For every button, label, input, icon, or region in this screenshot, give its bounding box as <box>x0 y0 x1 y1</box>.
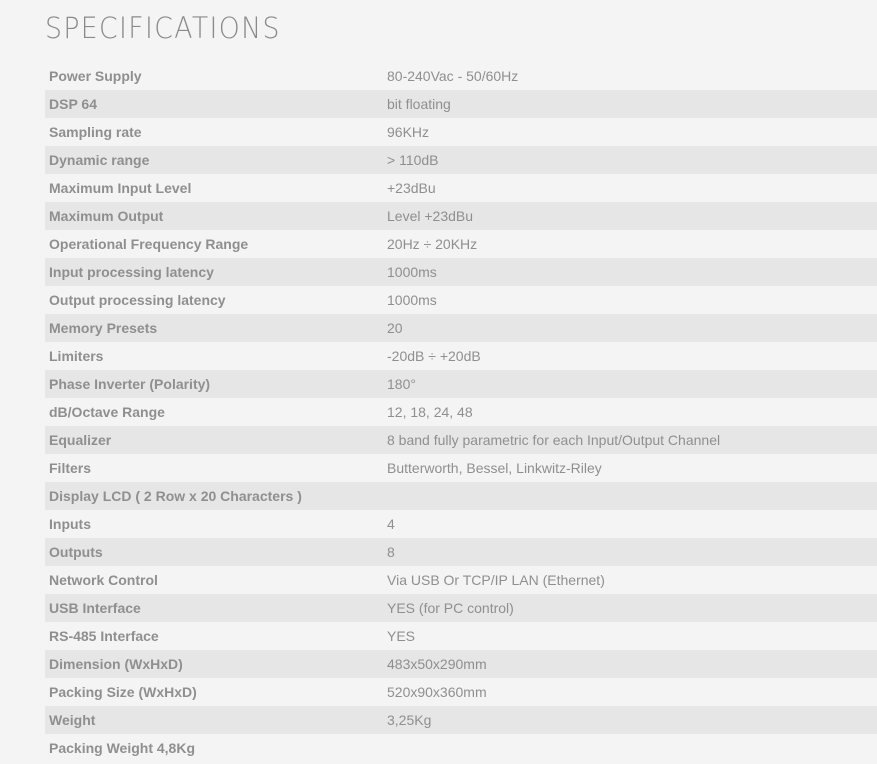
spec-value: 180° <box>387 376 416 392</box>
spec-row <box>45 146 877 174</box>
spec-value: 20 <box>387 320 403 336</box>
spec-value: 12, 18, 24, 48 <box>387 404 473 420</box>
spec-value: YES <box>387 628 416 644</box>
spec-value: 3,25Kg <box>387 712 432 728</box>
spec-label: Packing Weight 4,8Kg <box>49 740 195 756</box>
spec-row <box>45 230 877 258</box>
spec-row <box>45 650 877 678</box>
spec-label: Limiters <box>49 348 104 364</box>
spec-value: 8 band fully parametric for each Input/Output Channel <box>387 432 721 448</box>
spec-label: Maximum Output <box>49 208 164 224</box>
spec-value: YES (for PC control) <box>387 600 514 616</box>
spec-row <box>45 398 877 426</box>
spec-row <box>45 286 877 314</box>
spec-value: 80-240Vac - 50/60Hz <box>387 68 519 84</box>
spec-value: 483x50x290mm <box>387 656 487 672</box>
spec-row <box>45 258 877 286</box>
specifications-table <box>45 62 877 762</box>
spec-value: bit floating <box>387 96 451 112</box>
spec-label: Dynamic range <box>49 152 150 168</box>
spec-label: Packing Size (WxHxD) <box>49 684 197 700</box>
spec-value: 96KHz <box>387 124 430 140</box>
spec-label: Network Control <box>49 572 158 588</box>
spec-label: Input processing latency <box>49 264 214 280</box>
spec-row <box>45 202 877 230</box>
spec-row <box>45 62 877 90</box>
spec-label: dB/Octave Range <box>49 404 165 420</box>
spec-row <box>45 342 877 370</box>
spec-label: Operational Frequency Range <box>49 236 249 252</box>
spec-label: USB Interface <box>49 600 141 616</box>
spec-row <box>45 678 877 706</box>
spec-row <box>45 538 877 566</box>
spec-value: Butterworth, Bessel, Linkwitz-Riley <box>387 460 602 476</box>
spec-value: 1000ms <box>387 264 437 280</box>
spec-label: Phase Inverter (Polarity) <box>49 376 211 392</box>
spec-label: DSP 64 <box>49 96 97 112</box>
spec-label: Filters <box>49 460 92 476</box>
spec-value: 20Hz ÷ 20KHz <box>387 236 478 252</box>
spec-label: Weight <box>49 712 96 728</box>
spec-row <box>45 566 877 594</box>
spec-label: Dimension (WxHxD) <box>49 656 183 672</box>
spec-value: +23dBu <box>387 180 436 196</box>
spec-label: Inputs <box>49 516 91 532</box>
spec-label: Sampling rate <box>49 124 142 140</box>
spec-label: Display LCD ( 2 Row x 20 Characters ) <box>49 488 302 504</box>
spec-row <box>45 706 877 734</box>
spec-row <box>45 118 877 146</box>
page-title: SPECIFICATIONS <box>45 11 281 45</box>
spec-value: > 110dB <box>387 152 439 168</box>
spec-label: Maximum Input Level <box>49 180 192 196</box>
spec-label: Equalizer <box>49 432 112 448</box>
spec-row <box>45 622 877 650</box>
spec-label: Memory Presets <box>49 320 158 336</box>
spec-row <box>45 370 877 398</box>
spec-row <box>45 594 877 622</box>
spec-row <box>45 426 877 454</box>
spec-row <box>45 510 877 538</box>
spec-label: Output processing latency <box>49 292 226 308</box>
spec-row <box>45 90 877 118</box>
spec-row <box>45 454 877 482</box>
spec-value: 8 <box>387 544 395 560</box>
spec-row <box>45 482 877 510</box>
spec-row <box>45 314 877 342</box>
spec-value: Level +23dBu <box>387 208 474 224</box>
spec-row <box>45 734 877 762</box>
spec-value: 1000ms <box>387 292 437 308</box>
spec-row <box>45 174 877 202</box>
spec-value: 520x90x360mm <box>387 684 487 700</box>
spec-label: Outputs <box>49 544 103 560</box>
spec-value: Via USB Or TCP/IP LAN (Ethernet) <box>387 572 605 588</box>
spec-label: RS-485 Interface <box>49 628 159 644</box>
spec-value: -20dB ÷ +20dB <box>387 348 481 364</box>
spec-value: 4 <box>387 516 395 532</box>
spec-label: Power Supply <box>49 68 142 84</box>
